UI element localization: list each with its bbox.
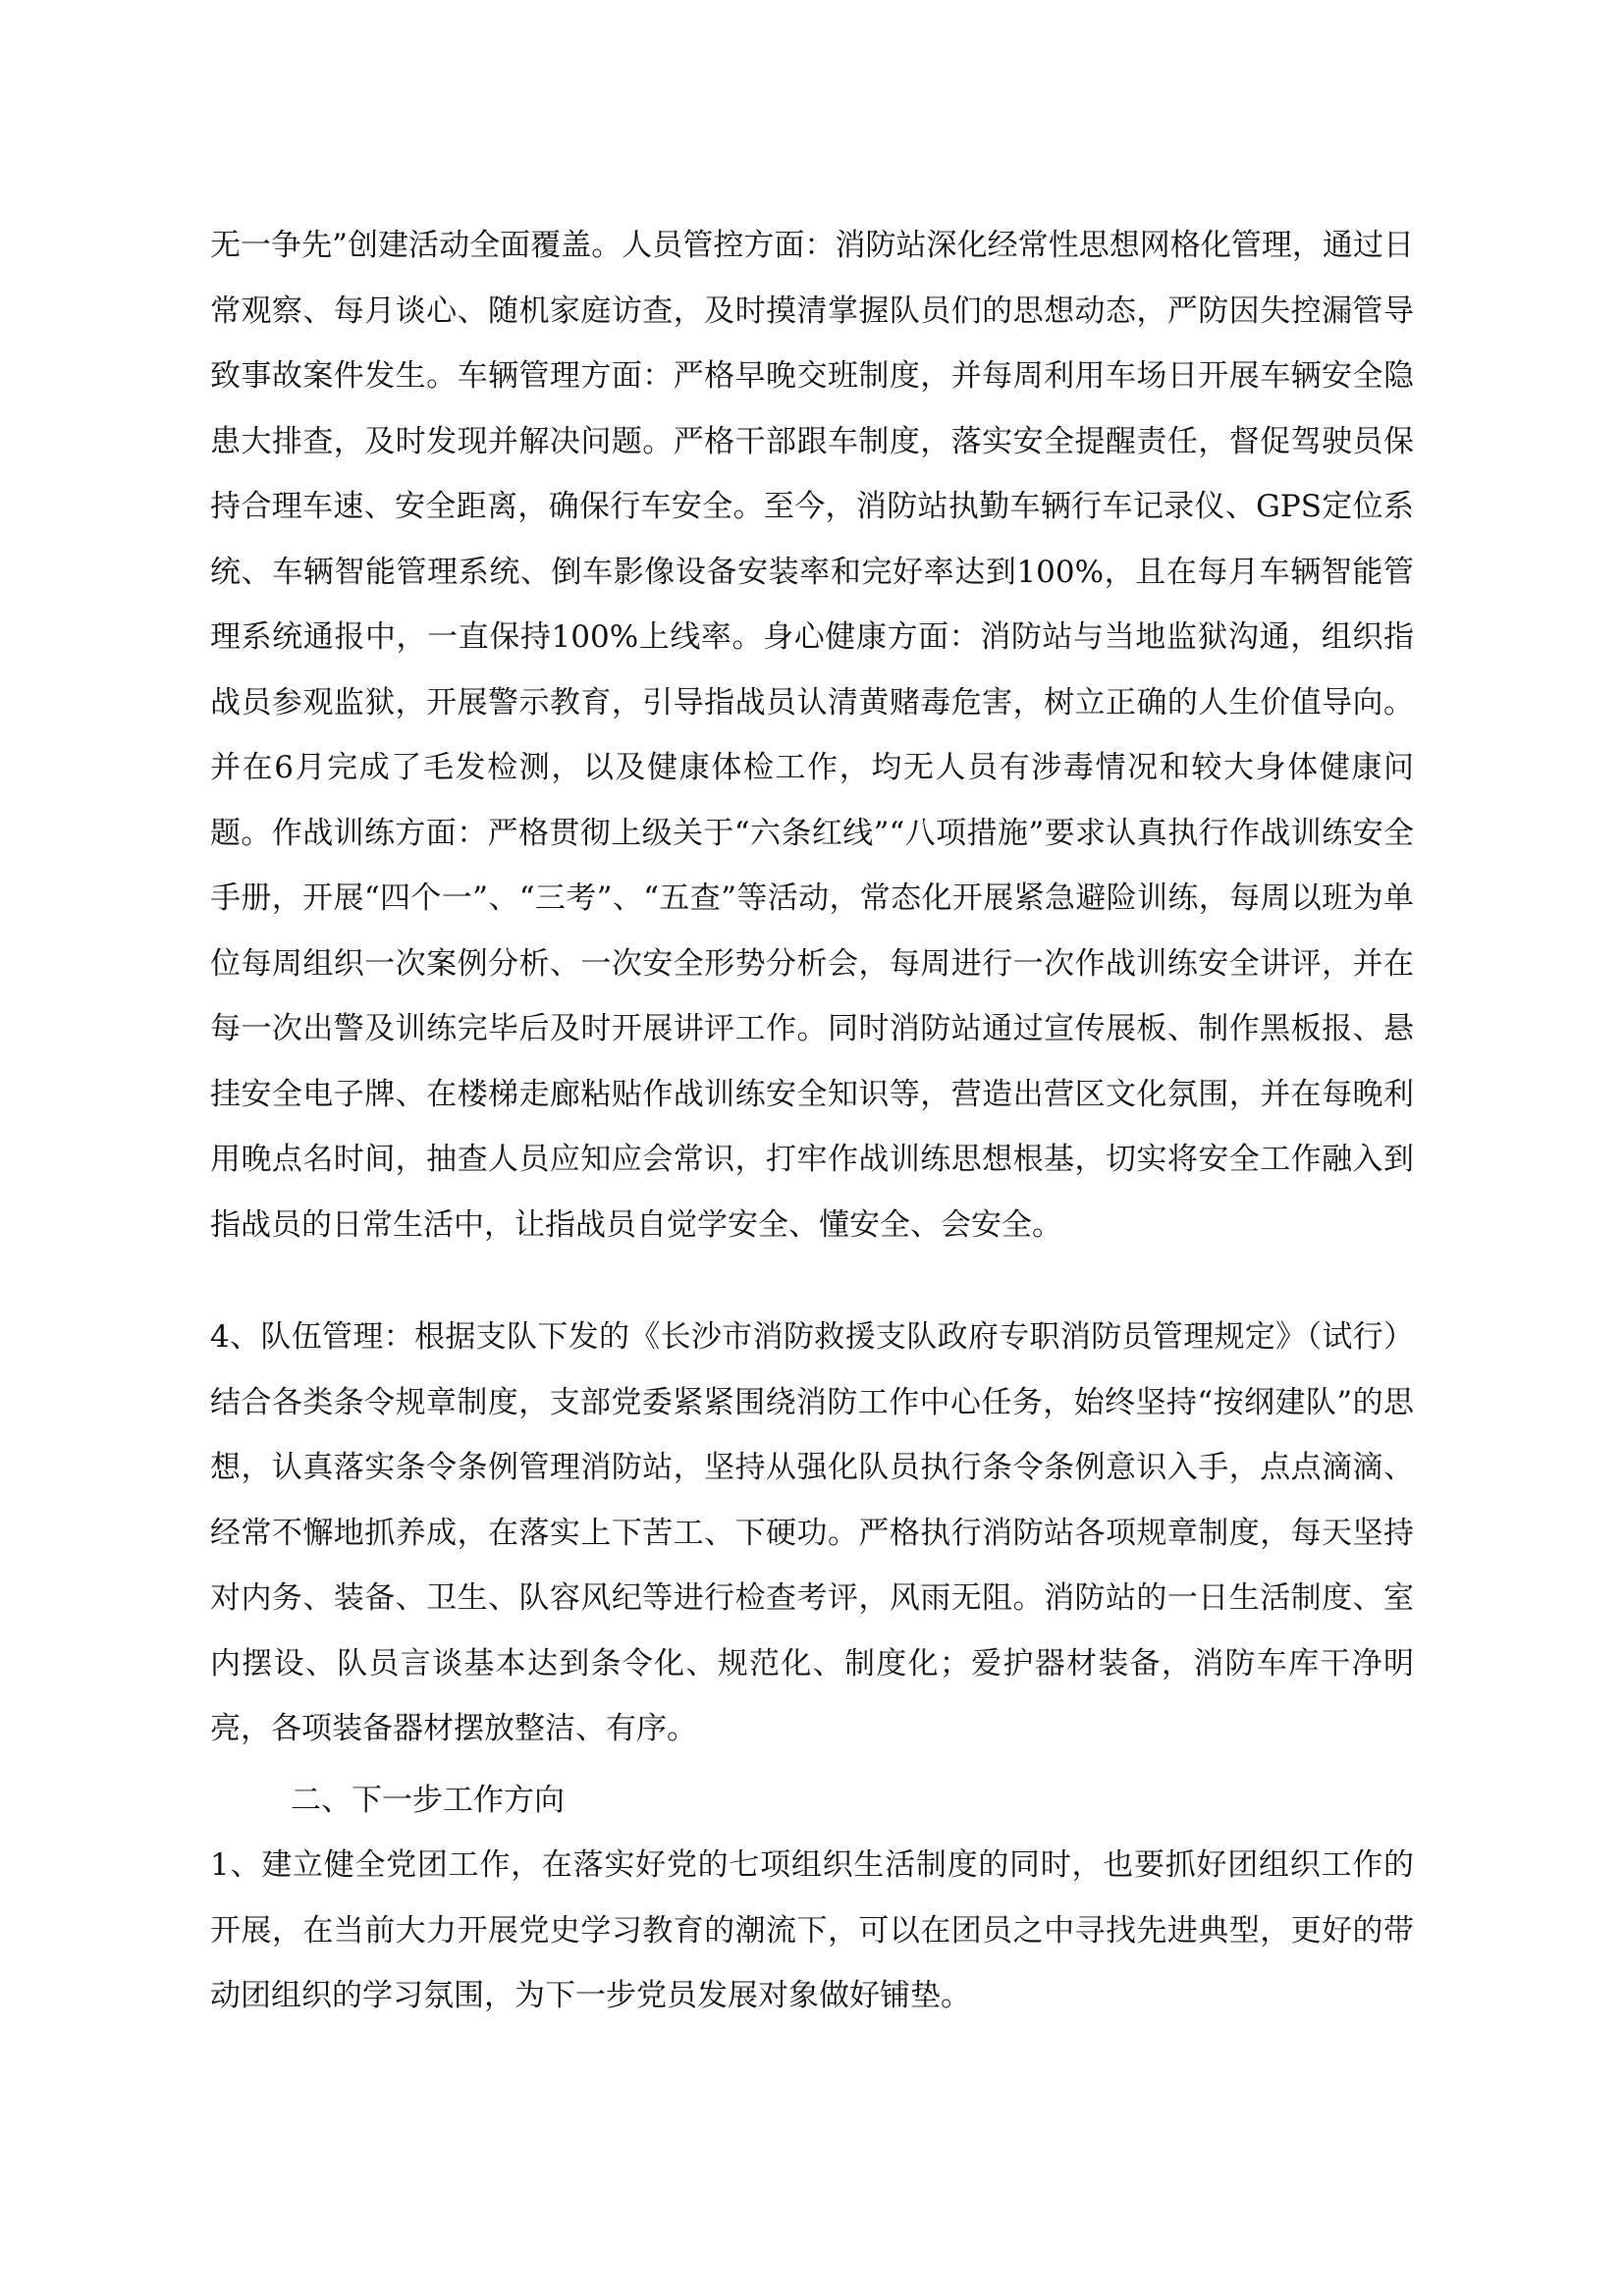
body-paragraph-party-work: 1、建立健全党团工作，在落实好党的七项组织生活制度的同时，也要抓好团组织工作的开展，在当前大力开展党史学习教育的潮流下，可以在团员之中寻找先进典型，更好的带动团组织的学习氛围，为下一步党员发展对象做好铺垫。 (210, 1847, 1414, 2013)
section-heading-next-steps: 二、下一步工作方向 (291, 1782, 565, 1818)
body-paragraph-safety-management: 无一争先”创建活动全面覆盖。人员管控方面：消防站深化经常性思想网格化管理，通过日常观察、每月谈心、随机家庭访查，及时摸清掌握队员们的思想动态，严防因失控漏管导致事故案件发生。车辆管理方面：严格早晚交班制度，并每周利用车场日开展车辆安全隐患大排查，及时发现并解决问题。严格干部跟车制度，落实安全提醒责任，督促驾驶员保持合理车速、安全距离，确保行车安全。至今，消防站执勤车辆行车记录仪、GPS定位系统、车辆智能管理系统、倒车影像设备安装率和完好率达到100%，且在每月车辆智能管理系统通报中，一直保持100%上线率。身心健康方面：消防站与当地监狱沟通，组织指战员参观监狱，开展警示教育，引导指战员认清黄赌毒危害，树立正确的人生价值导向。并在6月完成了毛发检测，以及健康体检工作，均无人员有涉毒情况和较大身体健康问题。作战训练方面：严格贯彻上级关于“六条红线”“八项措施”要求认真执行作战训练安全手册，开展“四个一”、“三考”、“五查”等活动，常态化开展紧急避险训练，每周以班为单位每周组织一次案例分析、一次安全形势分析会，每周进行一次作战训练安全讲评，并在每一次出警及训练完毕后及时开展讲评工作。同时消防站通过宣传展板、制作黑板报、悬挂安全电子牌、在楼梯走廊粘贴作战训练安全知识等，营造出营区文化氛围，并在每晚利用晚点名时间，抽查人员应知应会常识，打牢作战训练思想根基，切实将安全工作融入到指战员的日常生活中，让指战员自觉学安全、懂安全、会安全。 (210, 228, 1414, 1243)
body-paragraph-team-management: 4、队伍管理：根据支队下发的《长沙市消防救援支队政府专职消防员管理规定》（试行）结合各类条令规章制度，支部党委紧紧围绕消防工作中心任务，始终坚持“按纲建队”的思想，认真落实条令条例管理消防站，坚持从强化队员执行条令条例意识入手，点点滴滴、经常不懈地抓养成，在落实上下苦工、下硬功。严格执行消防站各项规章制度，每天坚持对内务、装备、卫生、队容风纪等进行检查考评，风雨无阻。消防站的一日生活制度、室内摆设、队员言谈基本达到条令化、规范化、制度化；爱护器材装备，消防车库干净明亮，各项装备器材摆放整洁、有序。 (210, 1319, 1414, 1746)
